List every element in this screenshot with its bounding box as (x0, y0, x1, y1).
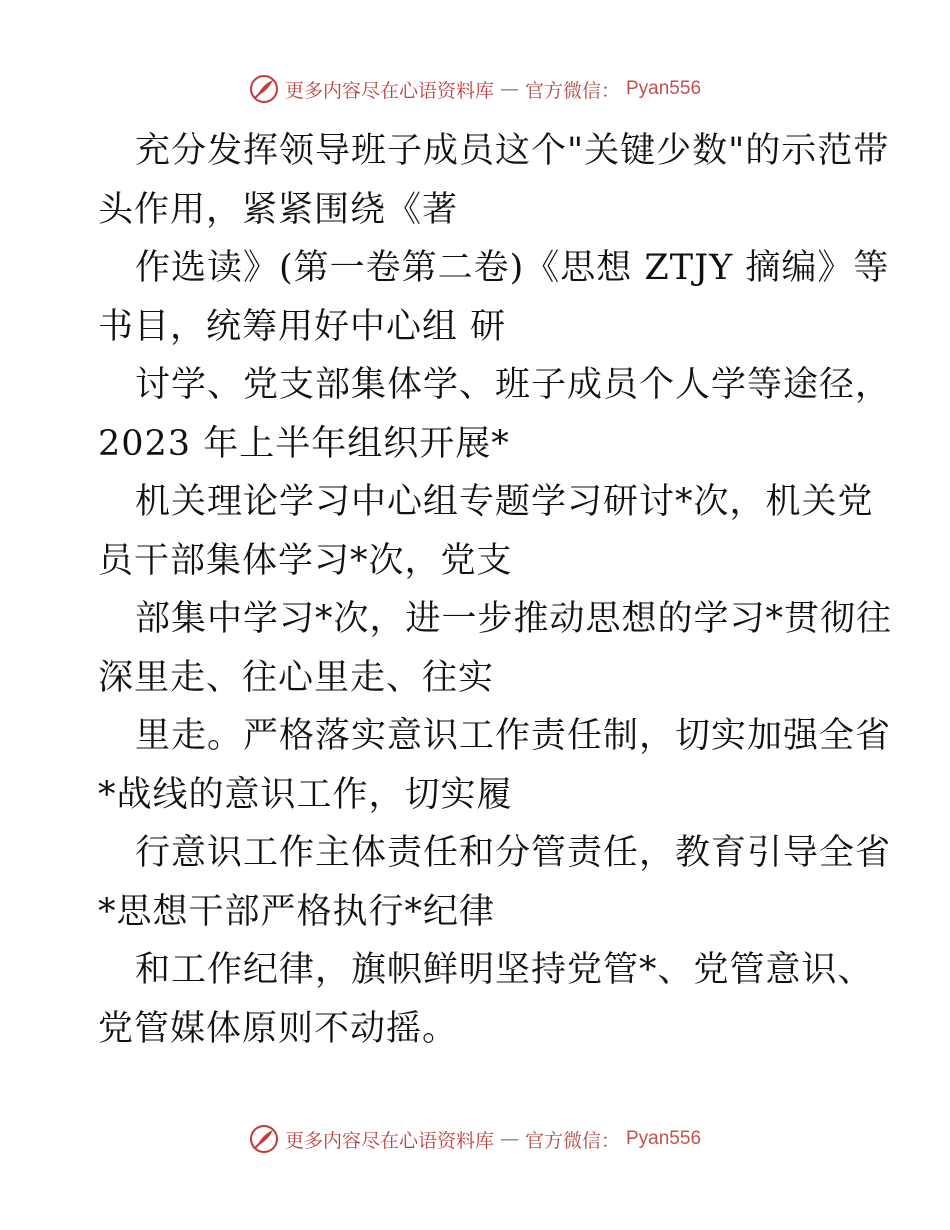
body-line: 头作用，紧紧围绕《著 (98, 189, 459, 230)
body-line: 党管媒体原则不动摇。 (98, 1008, 459, 1049)
body-line: *战线的意识工作，切实履 (98, 774, 513, 815)
body-line: 充分发挥领导班子成员这个"关键少数"的示范带 (135, 131, 890, 171)
footer-watermark (0, 1124, 950, 1154)
body-line: 作选读》(第一卷第二卷)《思想 ZTJY 摘编》等 (135, 248, 890, 288)
document-body (98, 122, 893, 1058)
body-line: 里走。严格落实意识工作责任制，切实加强全省 (135, 716, 892, 756)
watermark-text: 更多内容尽在心语资料库 (284, 1129, 494, 1152)
watermark-official-label: 官方微信： (524, 1129, 620, 1152)
body-line: 讨学、党支部集体学、班子成员个人学等途径， (135, 365, 892, 405)
quill-logo-icon (249, 74, 279, 104)
body-line: 机关理论学习中心组专题学习研讨*次，机关党 (135, 482, 874, 522)
watermark-account: Pyan556 (626, 1128, 702, 1149)
watermark-account: Pyan556 (626, 78, 702, 99)
watermark-separator: — (499, 78, 519, 100)
body-line: 书目，统筹用好中心组 研 (98, 306, 507, 347)
body-line: 行意识工作主体责任和分管责任，教育引导全省 (135, 833, 892, 873)
body-line: 和工作纪律，旗帜鲜明坚持党管*、党管意识、 (135, 950, 874, 990)
quill-logo-icon (249, 1124, 279, 1154)
body-line: *思想干部严格执行*纪律 (98, 891, 496, 932)
watermark-separator: — (499, 1128, 519, 1150)
body-line: 员干部集体学习*次，党支 (98, 540, 513, 581)
body-line: 深里走、往心里走、往实 (98, 657, 495, 698)
body-line: 部集中学习*次，进一步推动思想的学习*贯彻往 (135, 599, 893, 639)
body-line: 2023 年上半年组织开展* (98, 423, 510, 464)
header-watermark (0, 74, 950, 104)
watermark-text: 更多内容尽在心语资料库 (284, 79, 494, 102)
watermark-official-label: 官方微信： (524, 79, 620, 102)
